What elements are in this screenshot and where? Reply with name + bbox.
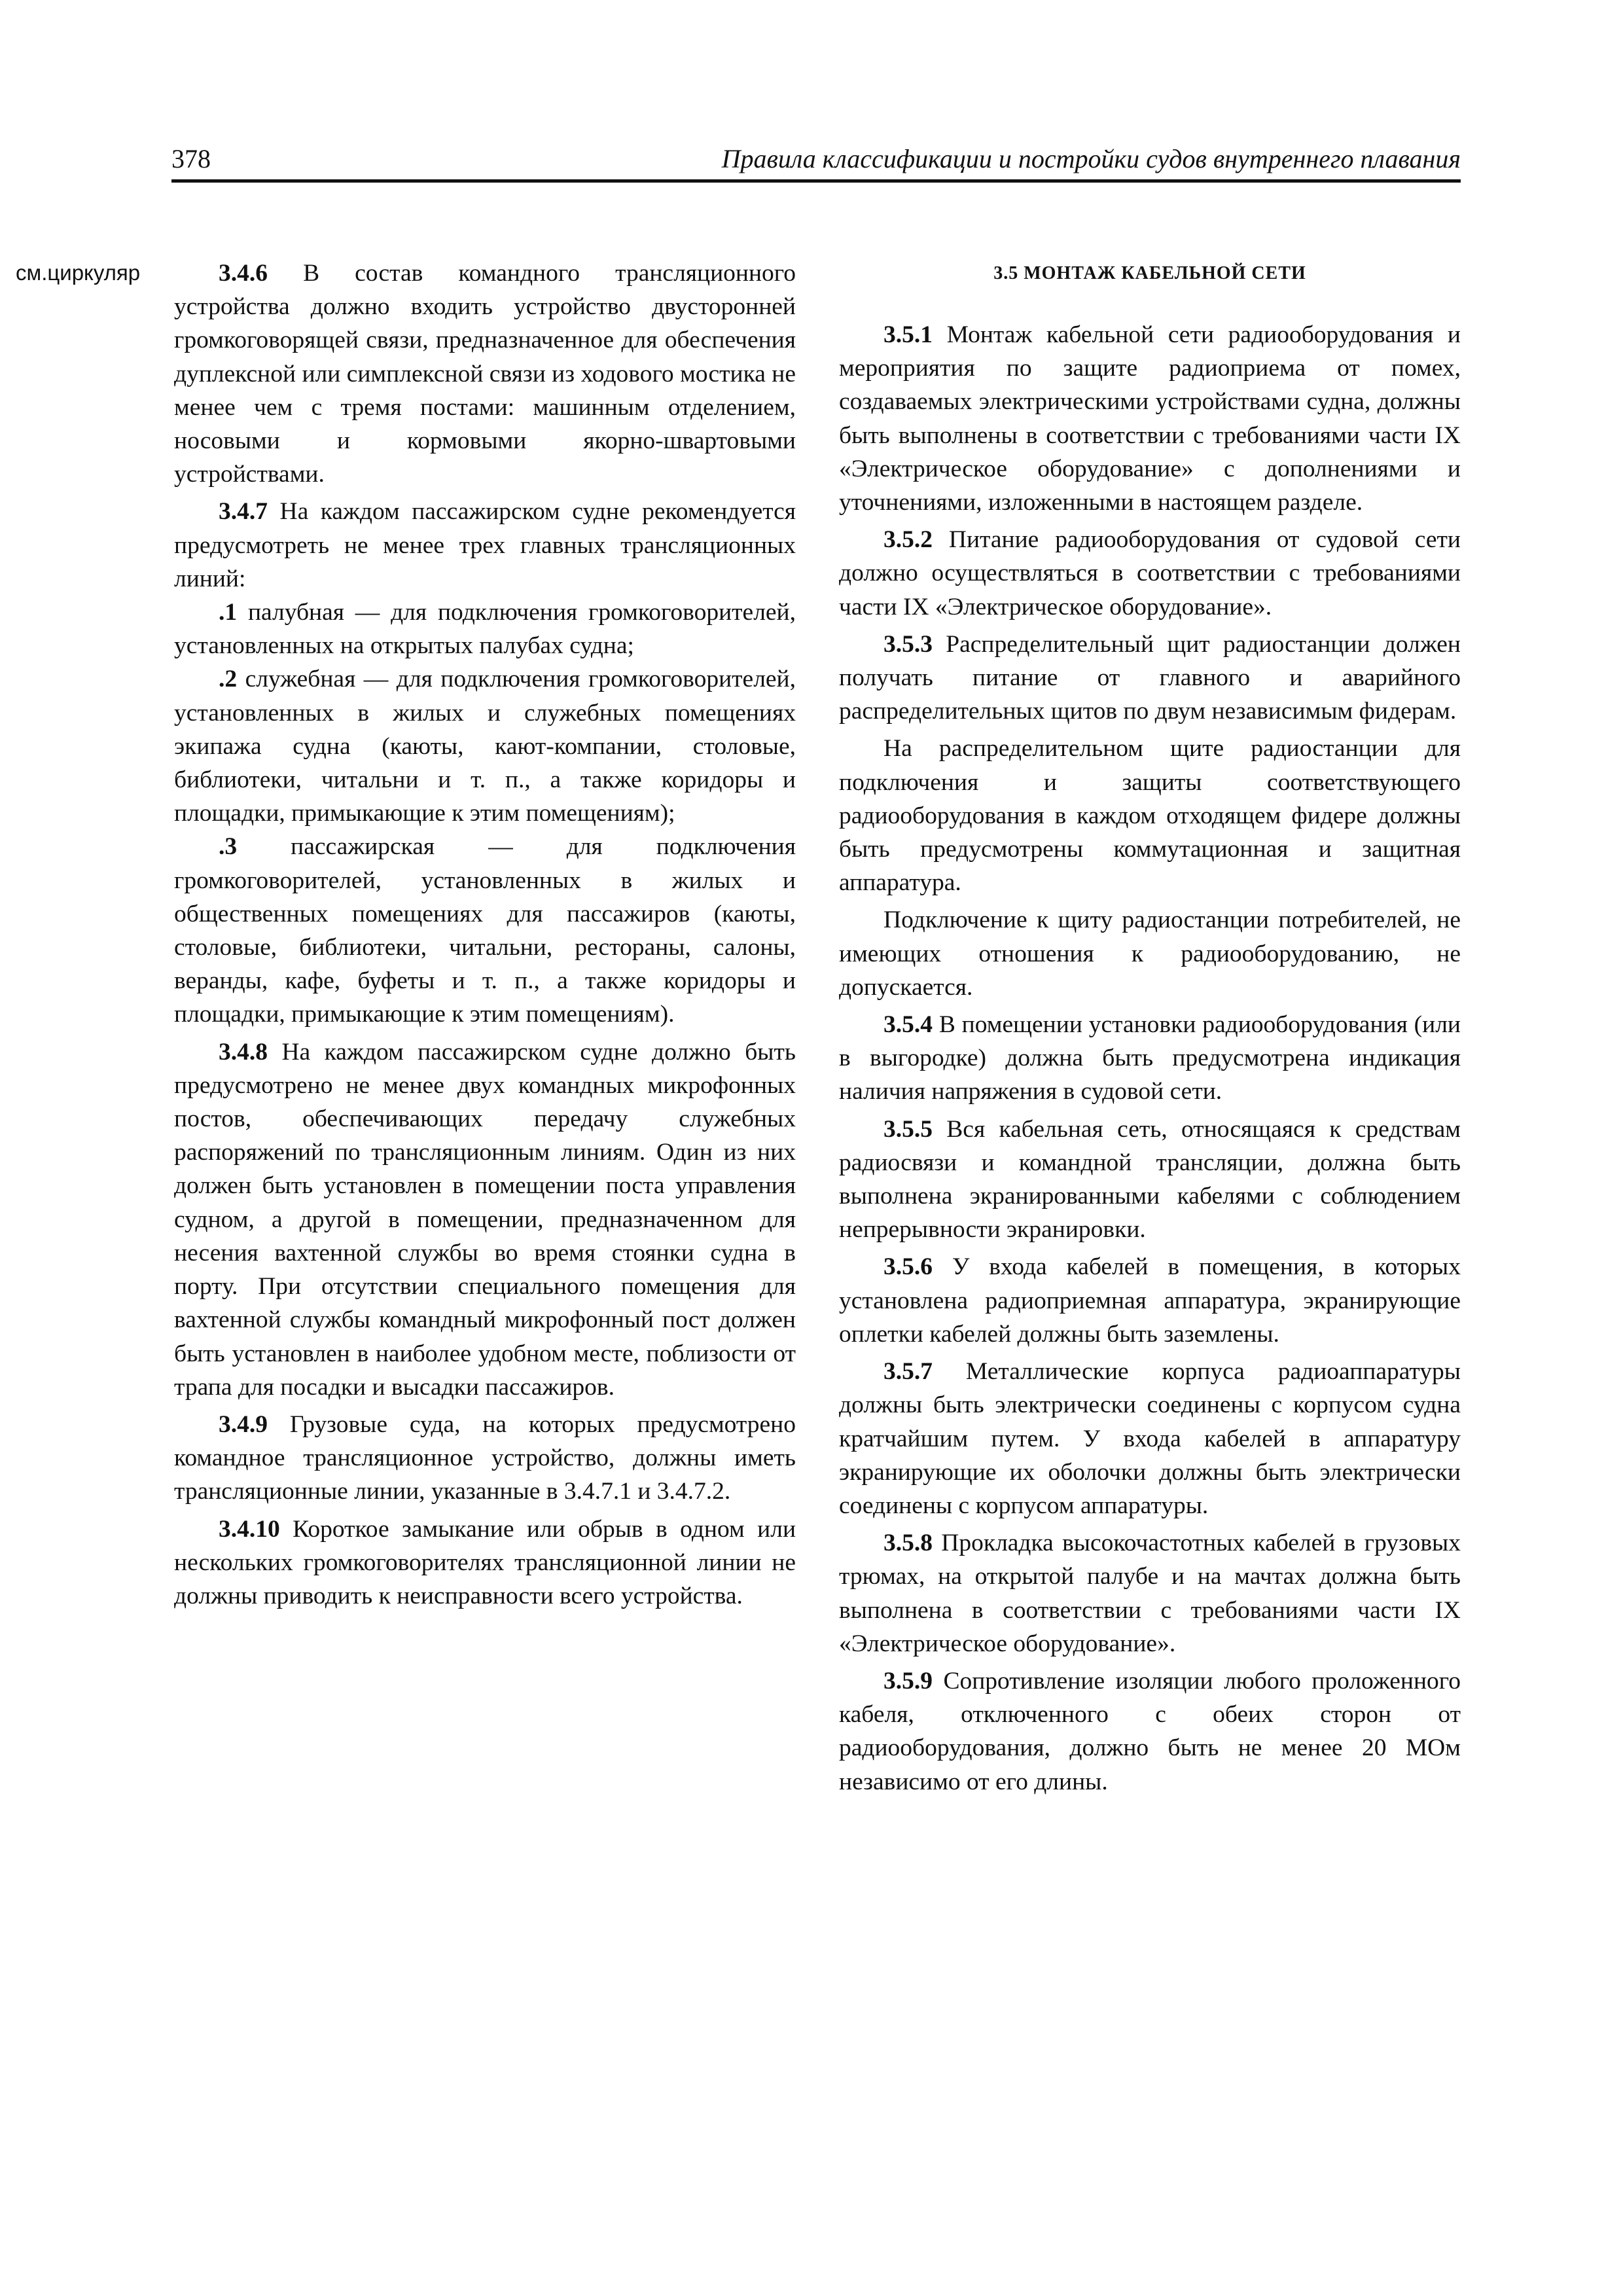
- paragraph-3-4-7-1: [174, 596, 796, 662]
- clause-text: служебная — для подключения громкоговорителей, установленных в жилых и служебных помещениях экипажа судна (каюты, кают-компании, столовые, библиотеки, читальни и т. п., а также коридоры и площадки, примыкающие к этим помещениям);: [174, 666, 796, 827]
- clause-text: Металлические корпуса радиоаппаратуры должны быть электрически соединены с корпусом судна кратчайшим путем. У входа кабелей в аппаратуру экранирующие их оболочки должны быть электрически соединены с корпусом аппаратуры.: [839, 1358, 1461, 1519]
- clause-text: У входа кабелей в помещения, в которых установлена радиоприемная аппаратура, экранирующие оплетки кабелей должны быть заземлены.: [839, 1253, 1461, 1348]
- section-heading: 3.5 МОНТАЖ КАБЕЛЬНОЙ СЕТИ: [993, 263, 1306, 283]
- margin-note: см.циркуляр: [16, 260, 141, 285]
- clause-number: 3.5.5: [883, 1115, 933, 1143]
- clause-text: Подключение к щиту радиостанции потребителей, не имеющих отношения к радиооборудованию, не допускается.: [839, 906, 1461, 1001]
- clause-number: 3.5.9: [883, 1667, 933, 1695]
- left-column: [174, 257, 796, 1613]
- page-number: 378: [171, 144, 211, 173]
- clause-number: 3.4.9: [219, 1410, 268, 1438]
- clause-number: 3.4.10: [219, 1515, 280, 1543]
- clause-number: 3.4.6: [219, 260, 268, 287]
- paragraph-3-4-7-3: [174, 830, 796, 1031]
- clause-text: На каждом пассажирском судне рекомендуется предусмотреть не менее трех главных трансляционных линий:: [174, 498, 796, 592]
- paragraph-3-5-7: [839, 1355, 1461, 1522]
- clause-text: В помещении установки радиооборудования (или в выгородке) должна быть предусмотрена индикация наличия напряжения в судовой сети.: [839, 1011, 1461, 1105]
- paragraph-3-4-9: [174, 1408, 796, 1509]
- paragraph-3-5-1: [839, 318, 1461, 519]
- paragraph-3-5-8: [839, 1526, 1461, 1660]
- clause-text: Грузовые суда, на которых предусмотрено командное трансляционное устройство, должны иметь трансляционные линии, указанные в 3.4.7.1 и 3.4.7.2.: [174, 1410, 796, 1505]
- clause-text: Распределительный щит радиостанции должен получать питание от главного и аварийного распределительных щитов по двум независимым фидерам.: [839, 630, 1461, 725]
- clause-text: На каждом пассажирском судне должно быть предусмотрено не менее двух командных микрофонных постов, обеспечивающих передачу служебных распоряжений по трансляционным линиям. Один из них должен быть установлен в помещении поста управления судном, а другой в помещении, предназначенном для несения вахтенной службы во время стоянки судна в порту. При отсутствии специального помещения для вахтенной службы командный микрофонный пост должен быть установлен в наиболее удобном месте, поблизости от трапа для посадки и высадки пассажиров.: [174, 1038, 796, 1401]
- clause-number: 3.5.1: [883, 321, 933, 348]
- paragraph-3-5-2: [839, 523, 1461, 624]
- clause-text: Монтаж кабельной сети радиооборудования и мероприятия по защите радиоприема от помех, создаваемых электрическими устройствами судна, должны быть выполнены в соответствии с требованиями части IX «Электрическое оборудование» с дополнениями и уточнениями, изложенными в настоящем разделе.: [839, 321, 1461, 516]
- clause-number: 3.4.8: [219, 1038, 268, 1066]
- clause-number: .3: [219, 833, 238, 861]
- paragraph-3-5-3-c: [839, 903, 1461, 1004]
- clause-text: Сопротивление изоляции любого проложенного кабеля, отключенного с обеих сторон от радиооборудования, должно быть не менее 20 МОм независимо от его длины.: [839, 1667, 1461, 1795]
- paragraph-3-5-4: [839, 1008, 1461, 1109]
- clause-number: 3.5.7: [883, 1358, 933, 1386]
- clause-text: палубная — для подключения громкоговорителей, установленных на открытых палубах судна;: [174, 599, 796, 660]
- paragraph-3-4-10: [174, 1513, 796, 1613]
- paragraph-3-5-6: [839, 1250, 1461, 1351]
- running-title: Правила классификации и постройки судов внутреннего плавания: [721, 144, 1461, 173]
- paragraph-3-4-7-2: [174, 662, 796, 830]
- paragraph-3-5-5: [839, 1113, 1461, 1247]
- paragraph-3-5-3-b: [839, 732, 1461, 899]
- clause-number: .2: [219, 666, 238, 693]
- clause-text: Короткое замыкание или обрыв в одном или нескольких громкоговорителях трансляционной линии не должны приводить к неисправности всего устройства.: [174, 1515, 796, 1609]
- clause-text: Питание радиооборудования от судовой сети должно осуществляться в соответствии с требованиями части IX «Электрическое оборудование».: [839, 526, 1461, 620]
- paragraph-3-5-3: [839, 628, 1461, 728]
- clause-number: 3.5.4: [883, 1011, 933, 1039]
- clause-number: 3.5.6: [883, 1253, 933, 1281]
- clause-number: 3.4.7: [219, 498, 268, 526]
- clause-text: пассажирская — для подключения громкоговорителей, установленных в жилых и общественных помещениях для пассажиров (каюты, столовые, библиотеки, читальни, рестораны, салоны, веранды, кафе, буфеты и т. п., а также коридоры и площадки, примыкающие к этим помещениям).: [174, 833, 796, 1028]
- clause-text: Вся кабельная сеть, относящаяся к средствам радиосвязи и командной трансляции, должна быть выполнена экранированными кабелями с соблюдением непрерывности экранировки.: [839, 1115, 1461, 1244]
- paragraph-3-4-8: [174, 1035, 796, 1404]
- clause-number: .1: [219, 599, 238, 626]
- clause-number: 3.5.3: [883, 630, 933, 658]
- paragraph-3-4-7: [174, 495, 796, 596]
- right-column: [839, 257, 1461, 1799]
- clause-number: 3.5.2: [883, 526, 933, 554]
- paragraph-3-5-9: [839, 1664, 1461, 1799]
- clause-text: На распределительном щите радиостанции для подключения и защиты соответствующего радиооборудования в каждом отходящем фидере должны быть предусмотрены коммутационная и защитная аппаратура.: [839, 735, 1461, 897]
- clause-text: Прокладка высокочастотных кабелей в грузовых трюмах, на открытой палубе и на мачтах должна быть выполнена в соответствии с требованиями части IX «Электрическое оборудование».: [839, 1530, 1461, 1657]
- clause-text: В состав командного трансляционного устройства должно входить устройство двусторонней громкоговорящей связи, предназначенное для обеспечения дуплексной или симплексной связи из ходового мостика не менее чем с тремя постами: машинным отделением, носовыми и кормовыми якорно-швартовыми устройствами.: [174, 260, 796, 488]
- page-header: [171, 139, 1461, 183]
- clause-number: 3.5.8: [883, 1530, 933, 1557]
- paragraph-3-4-6: [174, 257, 796, 491]
